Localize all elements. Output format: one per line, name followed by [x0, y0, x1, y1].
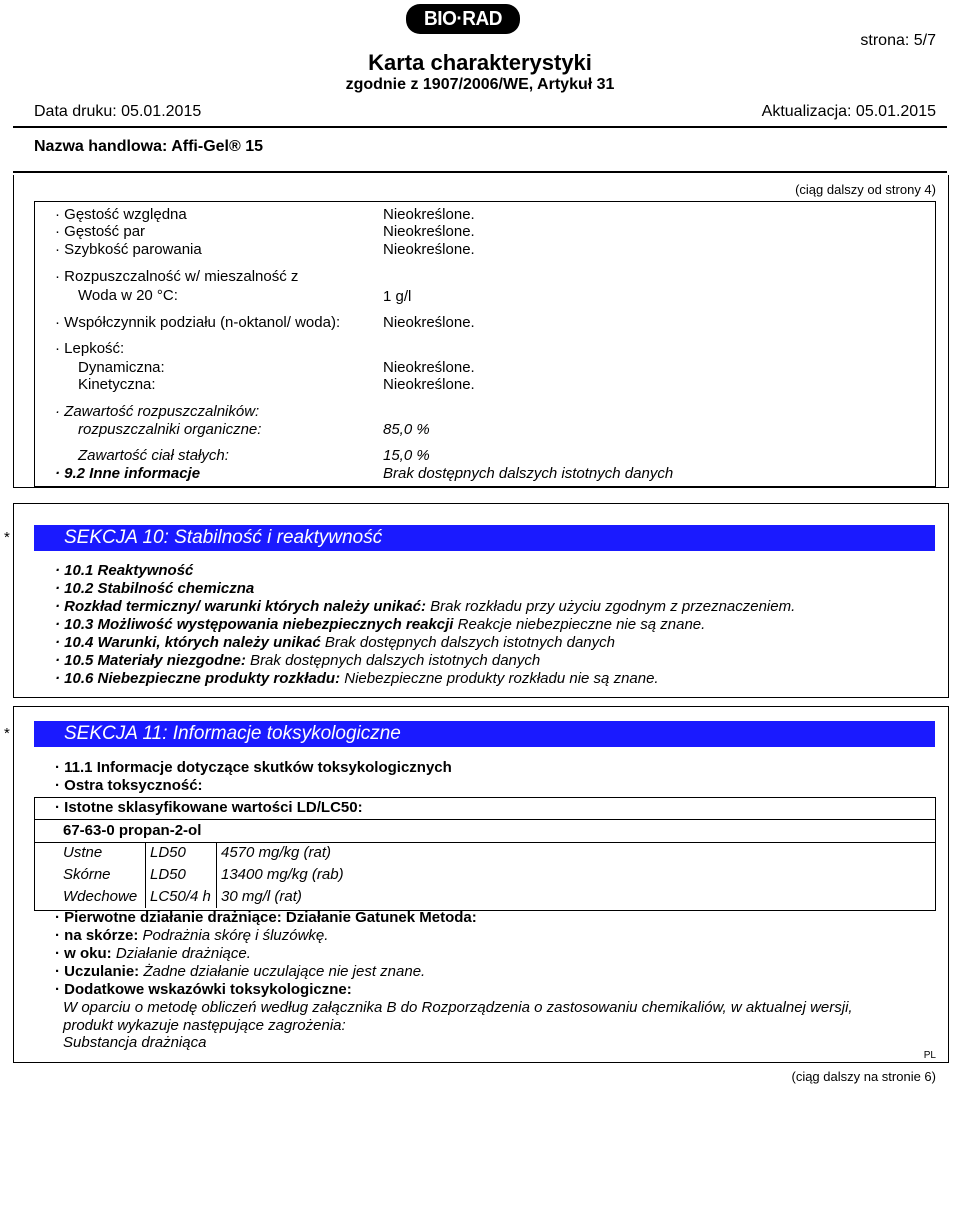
section10-heading: SEKCJA 10: Stabilność i reaktywność	[34, 525, 935, 551]
sensitisation	[55, 963, 425, 981]
additional-toxicology-line2: produkt wykazuje następujące zagrożenia:	[63, 1017, 346, 1034]
additional-toxicology-line3: Substancja drażniąca	[63, 1034, 207, 1051]
value-cell: 30 mg/l (rat)	[221, 888, 302, 905]
primary-irritation-label: · Pierwotne działanie drażniące: Działanie Gatunek Metoda:	[55, 909, 477, 926]
substance-name: 67-63-0 propan-2-ol	[63, 822, 202, 839]
value-cell: 13400 mg/kg (rab)	[221, 866, 344, 883]
eye-irritation-value: Działanie drażniące.	[111, 945, 251, 962]
rel-density-value: Nieokreślone.	[383, 206, 475, 223]
additional-toxicology-line1: W oparciu o metodę obliczeń według załącznika B do Rozporządzenia o zastosowaniu chemikaliów, w aktualnej wersji,	[63, 999, 853, 1016]
reactivity-label: · 10.1 Reaktywność	[55, 562, 194, 579]
print-date: Data druku: 05.01.2015	[34, 103, 202, 120]
solids-content-label: Zawartość ciał stałych:	[78, 447, 229, 464]
type-cell: LC50/4 h	[146, 886, 217, 908]
route-cell: Wdechowe	[63, 888, 138, 905]
chemical-stability-label: · 10.2 Stabilność chemiczna	[55, 580, 255, 597]
decomposition-products	[55, 670, 659, 688]
dynamic-viscosity-value: Nieokreślone.	[383, 359, 475, 376]
update-date: Aktualizacja: 05.01.2015	[761, 103, 936, 120]
trade-name: Nazwa handlowa: Affi-Gel® 15	[34, 138, 264, 155]
evaporation-value: Nieokreślone.	[383, 241, 475, 258]
conditions-to-avoid-value: Brak dostępnych dalszych istotnych danych	[320, 634, 615, 651]
organic-solvents-value: 85,0 %	[383, 421, 430, 438]
solids-content-value: 15,0 %	[383, 447, 430, 464]
eye-irritation-label: · w oku:	[55, 945, 112, 962]
dynamic-viscosity-label: Dynamiczna:	[78, 359, 165, 376]
incompatible-materials-value: Brak dostępnych dalszych istotnych danych	[245, 652, 541, 669]
continued-from: (ciąg dalszy od strony 4)	[795, 182, 936, 197]
bio-rad-logo: BIO·RAD	[406, 4, 520, 34]
skin-irritation-label: · na skórze:	[55, 927, 139, 944]
other-info-value: Brak dostępnych dalszych istotnych danych	[383, 465, 674, 482]
organic-solvents-label: rozpuszczalniki organiczne:	[78, 421, 262, 438]
toxicological-info-label: · 11.1 Informacje dotyczące skutków toksykologicznych	[55, 759, 452, 776]
section11-change-marker: *	[4, 725, 10, 742]
viscosity-label: · Lepkość:	[55, 340, 125, 357]
solubility-label: · Rozpuszczalność w/ mieszalność z	[55, 268, 299, 285]
decomposition-products-label: · 10.6 Niebezpieczne produkty rozkładu:	[55, 670, 341, 687]
ld-values-label: · Istotne sklasyfikowane wartości LD/LC50:	[55, 799, 363, 816]
partition-value: Nieokreślone.	[383, 314, 475, 331]
incompatible-materials	[55, 652, 540, 670]
partition-label: · Współczynnik podziału (n-oktanol/ woda):	[55, 314, 341, 331]
section10-change-marker: *	[4, 529, 10, 546]
route-cell: Skórne	[63, 866, 111, 883]
continued-to: (ciąg dalszy na stronie 6)	[791, 1069, 936, 1084]
decomposition-products-value: Niebezpieczne produkty rozkładu nie są znane.	[340, 670, 659, 687]
rel-density-label: · Gęstość względna	[55, 206, 187, 223]
skin-irritation-value: Podrażnia skórę i śluzówkę.	[138, 927, 329, 944]
table-row	[59, 886, 348, 908]
type-cell: LD50	[146, 842, 217, 864]
water-solubility-label: Woda w 20 °C:	[78, 287, 178, 304]
additional-toxicology-label: · Dodatkowe wskazówki toksykologiczne:	[55, 981, 352, 998]
table-row	[59, 864, 348, 886]
hazardous-reactions	[55, 616, 705, 634]
solvent-content-label: · Zawartość rozpuszczalników:	[55, 403, 260, 420]
hazardous-reactions-value: Reakcje niebezpieczne nie są znane.	[453, 616, 706, 633]
document-subtitle: zgodnie z 1907/2006/WE, Artykuł 31	[345, 76, 615, 93]
header-rule	[13, 126, 947, 128]
thermal-decomposition-value: Brak rozkładu przy użyciu zgodnym z przeznaczeniem.	[425, 598, 796, 615]
trade-name-rule	[13, 171, 947, 173]
other-info-label: · 9.2 Inne informacje	[55, 465, 201, 482]
thermal-decomposition	[55, 598, 795, 616]
document-title: Karta charakterystyki	[368, 50, 592, 75]
language-code: PL	[923, 1050, 936, 1061]
page-number: strona: 5/7	[860, 32, 936, 49]
route-cell: Ustne	[63, 844, 103, 861]
evaporation-label: · Szybkość parowania	[55, 241, 202, 258]
acute-toxicity-label: · Ostra toksyczność:	[55, 777, 203, 794]
conditions-to-avoid-label: · 10.4 Warunki, których należy unikać	[55, 634, 321, 651]
table-row	[59, 842, 348, 864]
ld-values-divider	[35, 819, 935, 820]
section11-heading: SEKCJA 11: Informacje toksykologiczne	[34, 721, 935, 747]
skin-irritation	[55, 927, 328, 945]
conditions-to-avoid	[55, 634, 615, 652]
incompatible-materials-label: · 10.5 Materiały niezgodne:	[55, 652, 246, 669]
vapour-density-label: · Gęstość par	[55, 223, 146, 240]
type-cell: LD50	[146, 864, 217, 886]
sensitisation-label: · Uczulanie:	[55, 963, 140, 980]
vapour-density-value: Nieokreślone.	[383, 223, 475, 240]
kinematic-viscosity-label: Kinetyczna:	[78, 376, 156, 393]
hazardous-reactions-label: · 10.3 Możliwość występowania niebezpiecznych reakcji	[55, 616, 454, 633]
toxicity-table	[59, 842, 348, 908]
water-solubility-value: 1 g/l	[383, 288, 412, 305]
thermal-decomposition-label: · Rozkład termiczny/ warunki których należy unikać:	[55, 598, 426, 615]
sensitisation-value: Żadne działanie uczulające nie jest znane.	[139, 963, 426, 980]
kinematic-viscosity-value: Nieokreślone.	[383, 376, 475, 393]
eye-irritation	[55, 945, 251, 963]
value-cell: 4570 mg/kg (rat)	[221, 844, 332, 861]
